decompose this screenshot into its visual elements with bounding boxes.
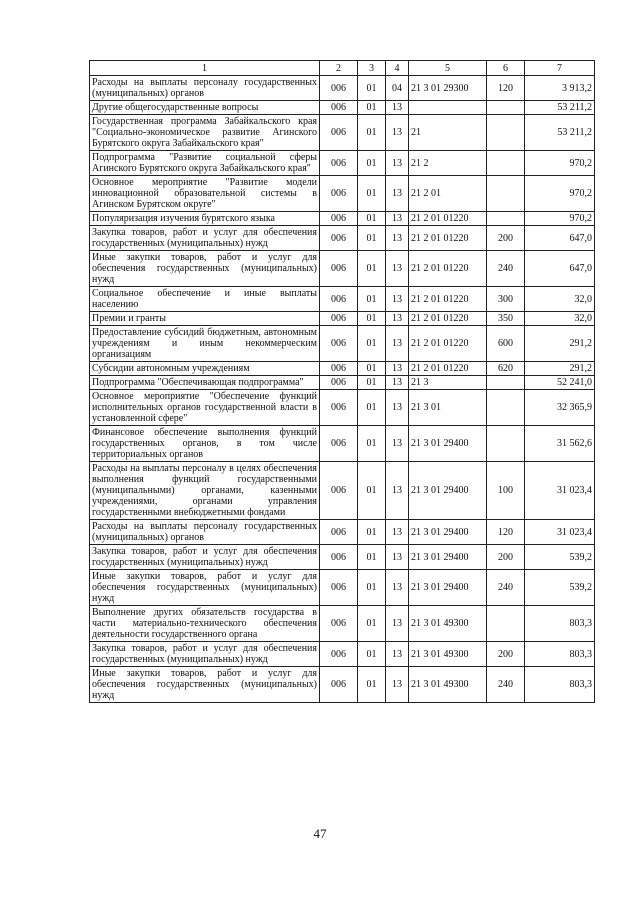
amount-cell: 31 023,4 — [525, 520, 595, 545]
row-name-cell: Расходы на выплаты персоналу в целях обеспечения выполнения функций государственными (муниципальными) органами, казенными учреждениями, органами управления государственными внебюджетными фондами — [90, 462, 320, 520]
amount-cell: 52 241,0 — [525, 376, 595, 390]
table-row — [90, 176, 595, 212]
row-name-cell: Социальное обеспечение и иные выплаты населению — [90, 287, 320, 312]
expense-type-code-cell: 200 — [487, 545, 525, 570]
target-item-code-cell: 21 3 01 29400 — [409, 462, 487, 520]
target-item-code-cell: 21 3 01 — [409, 390, 487, 426]
expense-type-code-cell — [487, 212, 525, 226]
expense-type-code-cell — [487, 176, 525, 212]
subsection-code-cell: 13 — [386, 390, 409, 426]
subsection-code-cell: 13 — [386, 426, 409, 462]
section-code-cell: 01 — [358, 287, 386, 312]
target-item-code-cell: 21 3 01 49300 — [409, 667, 487, 703]
table-row — [90, 312, 595, 326]
table-row — [90, 212, 595, 226]
grbs-code-cell: 006 — [320, 606, 358, 642]
target-item-code-cell: 21 2 01 01220 — [409, 326, 487, 362]
target-item-code-cell: 21 2 01 01220 — [409, 287, 487, 312]
table-row — [90, 570, 595, 606]
table-row — [90, 226, 595, 251]
column-header: 7 — [525, 61, 595, 76]
section-code-cell: 01 — [358, 362, 386, 376]
target-item-code-cell: 21 3 01 29300 — [409, 76, 487, 101]
expense-type-code-cell: 200 — [487, 642, 525, 667]
table-row — [90, 376, 595, 390]
subsection-code-cell: 13 — [386, 462, 409, 520]
expense-type-code-cell — [487, 426, 525, 462]
table-row — [90, 462, 595, 520]
section-code-cell: 01 — [358, 426, 386, 462]
target-item-code-cell: 21 3 01 29400 — [409, 426, 487, 462]
amount-cell: 31 562,6 — [525, 426, 595, 462]
subsection-code-cell: 04 — [386, 76, 409, 101]
header-row — [90, 61, 595, 76]
row-name-cell: Основное мероприятие "Обеспечение функций исполнительных органов государственной власти в установленной сфере" — [90, 390, 320, 426]
subsection-code-cell: 13 — [386, 520, 409, 545]
section-code-cell: 01 — [358, 101, 386, 115]
table-row — [90, 287, 595, 312]
amount-cell: 539,2 — [525, 545, 595, 570]
table-row — [90, 151, 595, 176]
section-code-cell: 01 — [358, 151, 386, 176]
grbs-code-cell: 006 — [320, 176, 358, 212]
grbs-code-cell: 006 — [320, 76, 358, 101]
amount-cell: 647,0 — [525, 251, 595, 287]
grbs-code-cell: 006 — [320, 287, 358, 312]
expense-type-code-cell: 240 — [487, 570, 525, 606]
row-name-cell: Субсидии автономным учреждениям — [90, 362, 320, 376]
row-name-cell: Премии и гранты — [90, 312, 320, 326]
amount-cell: 3 913,2 — [525, 76, 595, 101]
row-name-cell: Подпрограмма "Развитие социальной сферы Агинского Бурятского округа Забайкальского края" — [90, 151, 320, 176]
subsection-code-cell: 13 — [386, 115, 409, 151]
amount-cell: 53 211,2 — [525, 115, 595, 151]
grbs-code-cell: 006 — [320, 376, 358, 390]
grbs-code-cell: 006 — [320, 326, 358, 362]
subsection-code-cell: 13 — [386, 287, 409, 312]
amount-cell: 539,2 — [525, 570, 595, 606]
section-code-cell: 01 — [358, 76, 386, 101]
section-code-cell: 01 — [358, 226, 386, 251]
expense-type-code-cell: 100 — [487, 462, 525, 520]
target-item-code-cell: 21 3 01 29400 — [409, 545, 487, 570]
row-name-cell: Основное мероприятие "Развитие модели инновационной образовательной системы в Агинском Бурятском округе" — [90, 176, 320, 212]
grbs-code-cell: 006 — [320, 390, 358, 426]
target-item-code-cell: 21 2 01 01220 — [409, 251, 487, 287]
row-name-cell: Подпрограмма "Обеспечивающая подпрограмма" — [90, 376, 320, 390]
subsection-code-cell: 13 — [386, 312, 409, 326]
amount-cell: 32,0 — [525, 287, 595, 312]
column-header: 4 — [386, 61, 409, 76]
section-code-cell: 01 — [358, 520, 386, 545]
target-item-code-cell: 21 2 01 01220 — [409, 312, 487, 326]
grbs-code-cell: 006 — [320, 312, 358, 326]
amount-cell: 803,3 — [525, 606, 595, 642]
column-header: 6 — [487, 61, 525, 76]
grbs-code-cell: 006 — [320, 545, 358, 570]
row-name-cell: Финансовое обеспечение выполнения функций государственных органов, в том числе территориальных органов — [90, 426, 320, 462]
grbs-code-cell: 006 — [320, 226, 358, 251]
grbs-code-cell: 006 — [320, 251, 358, 287]
amount-cell: 291,2 — [525, 362, 595, 376]
subsection-code-cell: 13 — [386, 251, 409, 287]
amount-cell: 31 023,4 — [525, 462, 595, 520]
table-row — [90, 606, 595, 642]
table-row — [90, 520, 595, 545]
expense-type-code-cell: 120 — [487, 76, 525, 101]
subsection-code-cell: 13 — [386, 326, 409, 362]
section-code-cell: 01 — [358, 176, 386, 212]
expense-type-code-cell — [487, 390, 525, 426]
grbs-code-cell: 006 — [320, 362, 358, 376]
expense-type-code-cell: 300 — [487, 287, 525, 312]
grbs-code-cell: 006 — [320, 570, 358, 606]
expense-type-code-cell: 240 — [487, 251, 525, 287]
amount-cell: 647,0 — [525, 226, 595, 251]
row-name-cell: Закупка товаров, работ и услуг для обеспечения государственных (муниципальных) нужд — [90, 642, 320, 667]
grbs-code-cell: 006 — [320, 426, 358, 462]
row-name-cell: Закупка товаров, работ и услуг для обеспечения государственных (муниципальных) нужд — [90, 545, 320, 570]
expense-type-code-cell: 350 — [487, 312, 525, 326]
table-row — [90, 101, 595, 115]
amount-cell: 970,2 — [525, 212, 595, 226]
column-header: 2 — [320, 61, 358, 76]
section-code-cell: 01 — [358, 667, 386, 703]
column-header: 5 — [409, 61, 487, 76]
table-row — [90, 362, 595, 376]
column-header: 1 — [90, 61, 320, 76]
grbs-code-cell: 006 — [320, 642, 358, 667]
amount-cell: 32 365,9 — [525, 390, 595, 426]
target-item-code-cell: 21 2 01 01220 — [409, 226, 487, 251]
table-row — [90, 667, 595, 703]
grbs-code-cell: 006 — [320, 151, 358, 176]
amount-cell: 53 211,2 — [525, 101, 595, 115]
expense-type-code-cell: 620 — [487, 362, 525, 376]
column-header: 3 — [358, 61, 386, 76]
section-code-cell: 01 — [358, 251, 386, 287]
row-name-cell: Закупка товаров, работ и услуг для обеспечения государственных (муниципальных) нужд — [90, 226, 320, 251]
section-code-cell: 01 — [358, 212, 386, 226]
subsection-code-cell: 13 — [386, 212, 409, 226]
table-row — [90, 545, 595, 570]
table-row — [90, 76, 595, 101]
row-name-cell: Иные закупки товаров, работ и услуг для обеспечения государственных (муниципальных) нужд — [90, 570, 320, 606]
grbs-code-cell: 006 — [320, 101, 358, 115]
grbs-code-cell: 006 — [320, 212, 358, 226]
expense-type-code-cell: 600 — [487, 326, 525, 362]
section-code-cell: 01 — [358, 545, 386, 570]
table-row — [90, 642, 595, 667]
expense-type-code-cell: 120 — [487, 520, 525, 545]
grbs-code-cell: 006 — [320, 115, 358, 151]
section-code-cell: 01 — [358, 642, 386, 667]
table-row — [90, 115, 595, 151]
expense-type-code-cell: 200 — [487, 226, 525, 251]
target-item-code-cell: 21 3 01 29400 — [409, 520, 487, 545]
row-name-cell: Популяризация изучения бурятского языка — [90, 212, 320, 226]
amount-cell: 803,3 — [525, 667, 595, 703]
grbs-code-cell: 006 — [320, 462, 358, 520]
row-name-cell: Государственная программа Забайкальского края "Социально-экономическое развитие Агинского Бурятского округа Забайкальского края" — [90, 115, 320, 151]
target-item-code-cell: 21 2 01 01220 — [409, 362, 487, 376]
target-item-code-cell: 21 3 01 29400 — [409, 570, 487, 606]
subsection-code-cell: 13 — [386, 226, 409, 251]
grbs-code-cell: 006 — [320, 520, 358, 545]
subsection-code-cell: 13 — [386, 176, 409, 212]
expense-type-code-cell — [487, 115, 525, 151]
table-body — [90, 76, 595, 703]
amount-cell: 32,0 — [525, 312, 595, 326]
section-code-cell: 01 — [358, 376, 386, 390]
expense-type-code-cell — [487, 151, 525, 176]
section-code-cell: 01 — [358, 570, 386, 606]
subsection-code-cell: 13 — [386, 667, 409, 703]
grbs-code-cell: 006 — [320, 667, 358, 703]
section-code-cell: 01 — [358, 312, 386, 326]
table-row — [90, 426, 595, 462]
target-item-code-cell: 21 3 01 49300 — [409, 606, 487, 642]
page-number: 47 — [313, 826, 327, 841]
target-item-code-cell: 21 2 01 — [409, 176, 487, 212]
budget-table — [89, 60, 595, 703]
row-name-cell: Расходы на выплаты персоналу государственных (муниципальных) органов — [90, 520, 320, 545]
row-name-cell: Иные закупки товаров, работ и услуг для обеспечения государственных (муниципальных) нужд — [90, 251, 320, 287]
expense-type-code-cell — [487, 101, 525, 115]
row-name-cell: Предоставление субсидий бюджетным, автономным учреждениям и иным некоммерческим организациям — [90, 326, 320, 362]
subsection-code-cell: 13 — [386, 545, 409, 570]
target-item-code-cell: 21 3 — [409, 376, 487, 390]
subsection-code-cell: 13 — [386, 362, 409, 376]
amount-cell: 803,3 — [525, 642, 595, 667]
amount-cell: 970,2 — [525, 176, 595, 212]
table-row — [90, 390, 595, 426]
target-item-code-cell: 21 — [409, 115, 487, 151]
expense-type-code-cell — [487, 606, 525, 642]
target-item-code-cell: 21 2 01 01220 — [409, 212, 487, 226]
row-name-cell: Расходы на выплаты персоналу государственных (муниципальных) органов — [90, 76, 320, 101]
section-code-cell: 01 — [358, 390, 386, 426]
target-item-code-cell: 21 2 — [409, 151, 487, 176]
subsection-code-cell: 13 — [386, 570, 409, 606]
table-row — [90, 251, 595, 287]
section-code-cell: 01 — [358, 326, 386, 362]
row-name-cell: Другие общегосударственные вопросы — [90, 101, 320, 115]
row-name-cell: Выполнение других обязательств государства в части материально-технического обеспечения деятельности государственного органа — [90, 606, 320, 642]
expense-type-code-cell — [487, 376, 525, 390]
subsection-code-cell: 13 — [386, 642, 409, 667]
subsection-code-cell: 13 — [386, 376, 409, 390]
amount-cell: 291,2 — [525, 326, 595, 362]
table-row — [90, 326, 595, 362]
section-code-cell: 01 — [358, 606, 386, 642]
target-item-code-cell: 21 3 01 49300 — [409, 642, 487, 667]
target-item-code-cell — [409, 101, 487, 115]
subsection-code-cell: 13 — [386, 151, 409, 176]
section-code-cell: 01 — [358, 462, 386, 520]
subsection-code-cell: 13 — [386, 101, 409, 115]
expense-type-code-cell: 240 — [487, 667, 525, 703]
subsection-code-cell: 13 — [386, 606, 409, 642]
section-code-cell: 01 — [358, 115, 386, 151]
amount-cell: 970,2 — [525, 151, 595, 176]
row-name-cell: Иные закупки товаров, работ и услуг для обеспечения государственных (муниципальных) нужд — [90, 667, 320, 703]
